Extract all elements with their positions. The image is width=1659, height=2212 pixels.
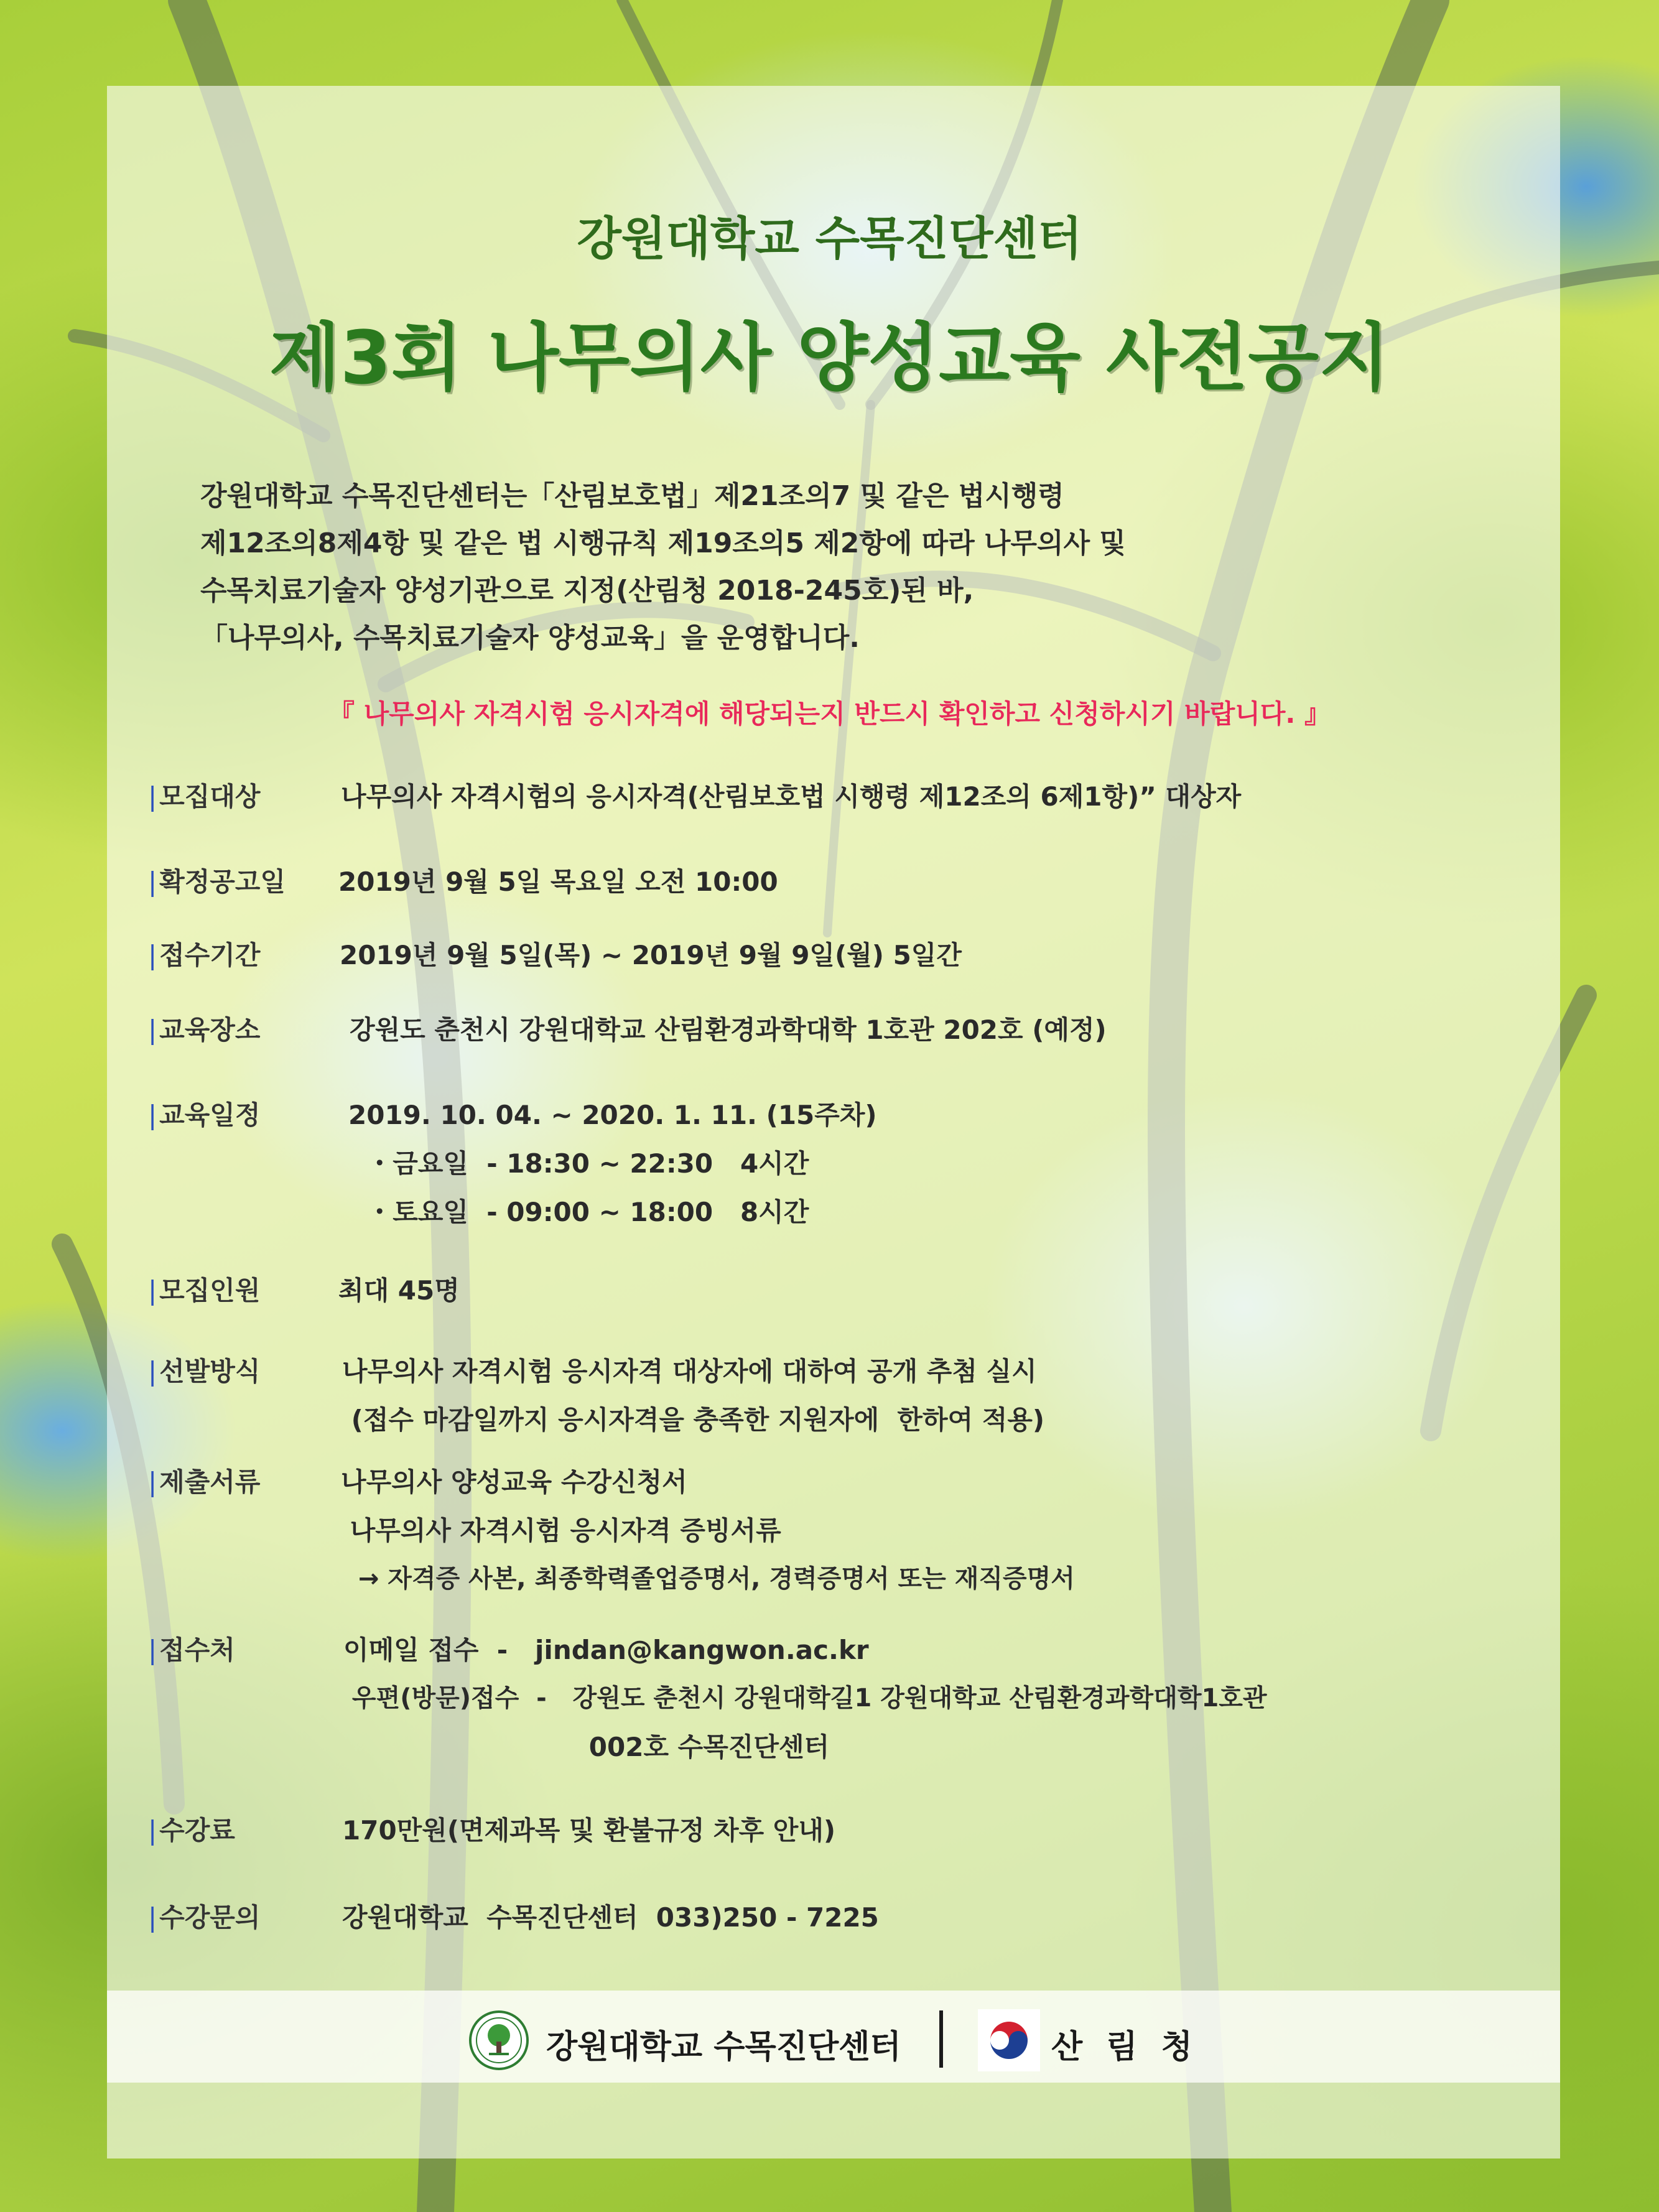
info-label: | 제출서류 <box>148 1462 260 1499</box>
info-value-line: ・토요일 - 09:00 ~ 18:00 8시간 <box>348 1197 809 1227</box>
korea-gov-logo-icon <box>978 2009 1040 2071</box>
info-value-line: 최대 45명 <box>338 1275 460 1306</box>
info-label: | 접수기간 <box>148 935 260 972</box>
info-value-line: 우편(방문)접수 - 강원도 춘천시 강원대학길1 강원대학교 산림환경과학대학1호관 <box>343 1684 1267 1712</box>
info-value <box>338 862 778 910</box>
info-value <box>343 1630 1267 1775</box>
info-label: | 선발방식 <box>148 1351 260 1388</box>
tree-emblem-icon <box>468 2009 530 2071</box>
info-value-line: 나무의사 양성교육 수강신청서 <box>341 1467 687 1497</box>
intro-line: 제12조의8제4항 및 같은 법 시행규칙 제19조의5 제2항에 따라 나무의사 및 <box>200 527 1126 559</box>
info-value-line: 2019. 10. 04. ~ 2020. 1. 11. (15주차) <box>348 1100 877 1130</box>
info-value <box>342 1351 1044 1448</box>
info-label: | 교육일정 <box>148 1095 260 1132</box>
info-label: | 모집대상 <box>148 776 260 814</box>
info-value <box>342 1897 879 1946</box>
info-value-line: 나무의사 자격시험의 응시자격(산림보호법 시행령 제12조의 6제1항)” 대상자 <box>341 781 1242 812</box>
info-value <box>348 1095 877 1240</box>
info-value <box>341 776 1241 825</box>
info-label: | 교육장소 <box>148 1010 260 1047</box>
info-value-line: → 자격증 사본, 최종학력졸업증명서, 경력증명서 또는 재직증명서 <box>341 1564 1075 1593</box>
info-value <box>342 1810 835 1859</box>
footer-center-name: 강원대학교 수목진단센터 <box>546 2028 901 2066</box>
info-label: | 모집인원 <box>148 1270 260 1308</box>
info-value-line: 나무의사 자격시험 응시자격 대상자에 대하여 공개 추첨 실시 <box>342 1356 1037 1387</box>
info-value <box>350 1010 1107 1058</box>
info-value <box>341 1462 1075 1607</box>
info-value <box>340 935 962 983</box>
center-name-heading: 강원대학교 수목진단센터 <box>577 212 1082 266</box>
info-label: | 수강문의 <box>148 1897 260 1935</box>
info-value-line: 나무의사 자격시험 응시자격 증빙서류 <box>341 1515 781 1546</box>
intro-line: 강원대학교 수목진단센터는「산림보호법」제21조의7 및 같은 법시행령 <box>200 480 1064 512</box>
info-label: | 확정공고일 <box>148 862 286 899</box>
footer-agency-name: 산 림 청 <box>1051 2028 1199 2066</box>
page-title: 제3회 나무의사 양성교육 사전공지 <box>269 315 1390 401</box>
info-value-line: ・금요일 - 18:30 ~ 22:30 4시간 <box>348 1148 809 1179</box>
intro-paragraph <box>200 473 1320 662</box>
info-value <box>338 1270 460 1319</box>
info-label: | 접수처 <box>148 1630 235 1667</box>
info-value-line: 강원대학교 수목진단센터 033)250 - 7225 <box>342 1902 879 1933</box>
info-label: | 수강료 <box>148 1810 235 1847</box>
eligibility-notice: 『 나무의사 자격시험 응시자격에 해당되는지 반드시 확인하고 신청하시기 바랍니다. 』 <box>328 699 1331 729</box>
info-value-line: 002호 수목진단센터 <box>343 1732 830 1762</box>
footer-divider <box>939 2010 943 2068</box>
info-value-line: (접수 마감일까지 응시자격을 충족한 지원자에 한하여 적용) <box>342 1405 1045 1435</box>
intro-line: 수목치료기술자 양성기관으로 지정(산림청 2018-245호)된 바, <box>200 575 974 606</box>
intro-line: 「나무의사, 수목치료기술자 양성교육」을 운영합니다. <box>200 622 860 654</box>
info-value-line: 이메일 접수 - jindan@kangwon.ac.kr <box>343 1635 869 1665</box>
info-value-line: 2019년 9월 5일(목) ~ 2019년 9월 9일(월) 5일간 <box>340 940 962 970</box>
info-value-line: 2019년 9월 5일 목요일 오전 10:00 <box>338 867 778 897</box>
info-value-line: 강원도 춘천시 강원대학교 산림환경과학대학 1호관 202호 (예정) <box>350 1015 1107 1045</box>
info-value-line: 170만원(면제과목 및 환불규정 차후 안내) <box>342 1815 836 1846</box>
